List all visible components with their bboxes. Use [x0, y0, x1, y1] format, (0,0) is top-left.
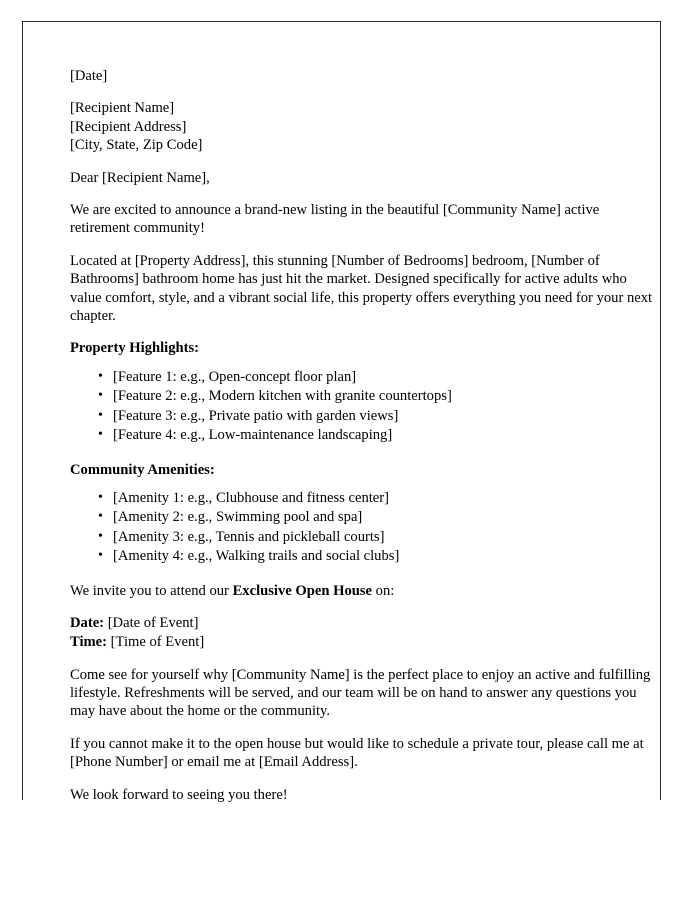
list-item: • [Feature 1: e.g., Open-concept floor plan]: [113, 368, 660, 386]
letter-body: [70, 67, 660, 818]
contact-paragraph: If you cannot make it to the open house but would like to schedule a private tour, please call me at [Phone Number] or email me at [Email Address].: [70, 735, 644, 771]
list-item: • [Amenity 2: e.g., Swimming pool and spa]: [113, 508, 660, 526]
list-item: • [Amenity 1: e.g., Clubhouse and fitness center]: [113, 489, 660, 507]
date-placeholder: [Date]: [70, 68, 108, 84]
list-item: • [Amenity 3: e.g., Tennis and pickleball courts]: [113, 528, 660, 546]
closing-paragraph: Come see for yourself why [Community Name] is the perfect place to enjoy an active and fulfilling lifestyle. Refreshments will be served, and our team will be on hand to answer any questions you may have about the home or the community.: [70, 666, 651, 720]
document-page-frame: [22, 21, 661, 803]
intro-paragraph: We are excited to announce a brand-new listing in the beautiful [Community Name] active retirement community!: [70, 202, 600, 237]
event-date-row: [70, 614, 660, 633]
event-date-label: Date:: [70, 614, 105, 631]
salutation: Dear [Recipient Name],: [70, 169, 210, 186]
community-amenities-heading: Community Amenities:: [70, 461, 215, 478]
list-item: • [Feature 2: e.g., Modern kitchen with granite countertops]: [113, 387, 660, 405]
recipient-address: [Recipient Address]: [70, 118, 187, 135]
list-item: • [Amenity 4: e.g., Walking trails and social clubs]: [113, 547, 660, 565]
signoff-line: We look forward to seeing you there!: [70, 786, 288, 803]
property-highlights-heading: Property Highlights:: [70, 340, 200, 357]
invitation-prefix: We invite you to attend our: [70, 582, 233, 599]
property-description-paragraph: Located at [Property Address], this stunning [Number of Bedrooms] bedroom, [Number of Bathrooms] bathroom home has just hit the market. Designed specifically for active adults who value comfort, style, and a vibrant social life, this property offers everything you need for your next chapter.: [70, 252, 653, 325]
recipient-name: [Recipient Name]: [70, 100, 175, 117]
invitation-suffix: on:: [372, 582, 395, 599]
list-item: • [Feature 4: e.g., Low-maintenance landscaping]: [113, 426, 660, 444]
event-time-label: Time:: [70, 633, 108, 650]
event-time-value: [Time of Event]: [107, 633, 205, 650]
recipient-address-block: [70, 99, 660, 154]
community-amenities-list: [70, 489, 660, 566]
event-date-value: [Date of Event]: [104, 614, 199, 631]
event-time-row: [70, 633, 660, 652]
recipient-city-state-zip: [City, State, Zip Code]: [70, 137, 203, 154]
open-house-invitation: [70, 582, 660, 600]
event-details-block: [70, 614, 660, 652]
property-highlights-list: [70, 368, 660, 445]
list-item: • [Feature 3: e.g., Private patio with garden views]: [113, 407, 660, 425]
invitation-emphasis: Exclusive Open House: [232, 582, 373, 599]
